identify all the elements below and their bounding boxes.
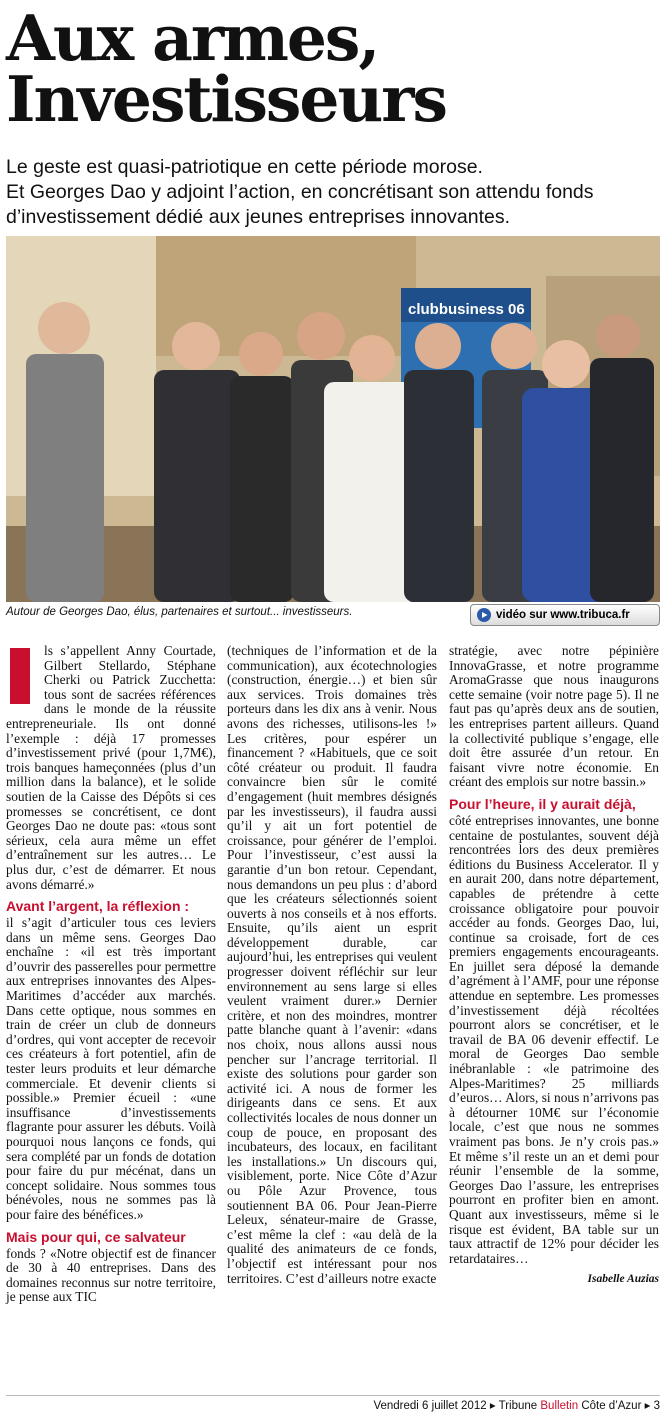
subhead-pour-lheure: Pour l’heure, il y aurait déjà,: [449, 795, 636, 812]
page-number: 3: [653, 1400, 660, 1412]
article-column-1: [6, 644, 216, 1305]
deck-line-2: Et Georges Dao y adjoint l’action, en concrétisant son attendu fonds d’investissement dédié aux jeunes entreprises innovantes.: [6, 181, 594, 228]
subhead-mais-pour-qui: Mais pour qui, ce salvateur: [6, 1228, 186, 1245]
paragraph-entreprises: côté entreprises innovantes, une bonne centaine de postulantes, souvent déjà rencontrées lors des deux premières éditions du Business Accelerator. Il y en aurait 200, dans notre département, capables de prétendre à cette croissance obligatoire pour pouvoir accéder au fonds. Georges Dao, lui, continue sa croisade, fort de ces premiers engagements encourageants. En juillet sera déposé la demande d’agrément à l’AMF, pour une réponse attendue en septembre. Les promesses d’investissement déjà récoltées pourront alors se concrétiser, et le travail de BA 06 devenir effectif. Le moral de Georges Dao semble inébranlable : «le patrimoine des Alpes-Maritimes? 25 milliards d’euros… Alors, si nous n’arrivons pas à détourner 10M€ sur l’économie locale, c’est que nous ne sommes vraiment pas bons. Je n’y crois pas.» Et même s’il reste un an et demi pour réunir l’ensemble de la somme, Georges Dao l’assure, les entreprises pourront en profiter bien en amont. Quant aux investisseurs, même si le risque est évident, BA table sur un taux attractif de 12% pour décider les retardataires…: [449, 812, 659, 1266]
dropcap-red-bar: [10, 648, 30, 704]
deck: [6, 155, 660, 230]
footer-brand-tribune: Tribune: [498, 1400, 538, 1412]
deck-line-1: Le geste est quasi-patriotique en cette période morose.: [6, 156, 483, 178]
paragraph-strategie: stratégie, avec notre pépinière InnovaGrasse, et notre programme AromaGrasse que nous inaugurons cette semaine (voir notre page 5). Il ne faut pas qu’après deux ans de soutien, les entreprises partent ailleurs. Quand la collectivité publique s’engage, elle doit être assurée d’un retour. En faisant vivre notre économie. En créant des emplois sur notre bassin.»: [449, 643, 659, 790]
byline: Isabelle Auzias: [587, 1273, 659, 1286]
paragraph-reflexion: il s’agit d’articuler tous ces leviers dans un même sens. Georges Dao enchaîne : «il est très important d’ouvrir des passerelles pour permettre aux entreprises innovantes des Alpes-Maritimes d’accéder aux marchés. Dans cette optique, nous sommes en train de créer un club de donneurs d’ordres, qui vont accepter de recevoir ces créateurs à fort potentiel, afin de tester leurs produits et leur démarche commerciale. Et devenir clients si possible.» Premier écueil : «une insuffisance d’investissements flagrante pour assurer les débuts. Voilà pourquoi nous lançons ce fonds, qui sera complété par un fonds de dotation pour faire du pur mécénat, dans un concept solidaire. Nous sommes tous bénévoles, nous ne sommes pas là pour faire des bénéfices.»: [6, 915, 216, 1222]
banner-text: clubbusiness 06: [408, 301, 525, 318]
paragraph-intro: ls s’appellent Anny Courtade, Gilbert Stellardo, Stéphane Cherki ou Patrick Zucchetta: tous sont de sacrées références dans le monde de la réussite entrepreneuriale. Ils ont donné l’exemple : déjà 17 promesses d’investissement privé (pour 1,7M€), trois banques hameçonnées (plus d’un million dans la balance), et le solide soutien de la Caisse des Dépôts si ces promesses se concrétisent, ce dont Georges Dao ne doute pas: «tous sont sérieux, cela aura même un effet d’entraînement sur les autres… Le plus dur, c’est de démarrer. Et nous avons démarré.»: [6, 643, 216, 892]
footer-date: Vendredi 6 juillet 2012: [373, 1400, 487, 1412]
paragraph-objectif: fonds ? «Notre objectif est de financer de 30 à 40 entreprises. Dans des domaines reconnus sur notre territoire, je pense aux TIC: [6, 1245, 216, 1305]
page-footer: [373, 1398, 660, 1412]
footer-brand-bulletin: Bulletin: [540, 1400, 579, 1412]
subhead-avant-largent: Avant l’argent, la réflexion :: [6, 898, 190, 915]
article-column-3: [449, 644, 659, 1287]
paragraph-criteres: (techniques de l’information et de la communication), aux écotechnologies (construction, énergie…) et bien sûr aux services. Trois domaines très porteurs dans les dix ans à venir. Nous avons des richesses, utilisons-les !» Les critères, pour espérer un financement ? «Habituels, que ce soit côté créateur ou produit. Il faudra convaincre bien sûr le comité d’engagement (huit membres désignés par les investisseurs), il faudra aussi qu’il y ait un fort potentiel de croissance, pour générer de l’emploi. Pour l’investisseur, c’est aussi la garantie d’un bon retour. Cependant, nous demandons un peu plus : d’abord que les créateurs sélectionnés soient ouverts à nos conseils et à nos efforts. Ensuite, qu’ils aient un esprit développement durable, car aujourd’hui, les entreprises qui veulent progresser doivent réfléchir sur leur environnement au sens large si elles veulent vraiment durer.» Dernier critère, et non des moindres, montrer patte blanche quant à l’avenir: «dans nos choix, nous allons aussi nous pencher sur l’ancrage territorial. Il existe des solutions pour garder son activité ici. A nous de former les dirigeants dans ce sens. Et aux collectivités locales de nous donner un coup de pouce, en proposant des incubateurs, des locaux, en facilitant les installations.» Un discours qui, visiblement, porte. Nice Côte d’Azur ou Pôle Azur Provence, tous soutiennent BA 06. Pour Jean-Pierre Leleux, sénateur-maire de Grasse, c’est même la clef : «au delà de la qualité des animateurs de ce fonds, l’objectif est intéressant pour nos territoires. C’est d’ailleurs notre exacte: [227, 643, 437, 1286]
article-column-2: [227, 644, 437, 1286]
play-icon: [477, 608, 491, 622]
video-link-button[interactable]: [470, 604, 660, 626]
footer-brand-cote-dazur: Côte d’Azur: [581, 1400, 642, 1412]
footer-separator-icon: ▸: [489, 1400, 496, 1412]
group-photo: [6, 236, 660, 602]
headline-line-1: Aux armes,: [6, 1, 379, 75]
photo-caption: Autour de Georges Dao, élus, partenaires et surtout... investisseurs.: [6, 606, 353, 618]
video-link-label: vidéo sur www.tribuca.fr: [496, 609, 630, 621]
headline-line-2: Investisseurs: [6, 62, 446, 136]
headline: [6, 1, 656, 136]
footer-rule: [6, 1395, 660, 1396]
group-photo-illustration: [6, 236, 660, 602]
footer-separator-icon-2: ▸: [644, 1400, 651, 1412]
